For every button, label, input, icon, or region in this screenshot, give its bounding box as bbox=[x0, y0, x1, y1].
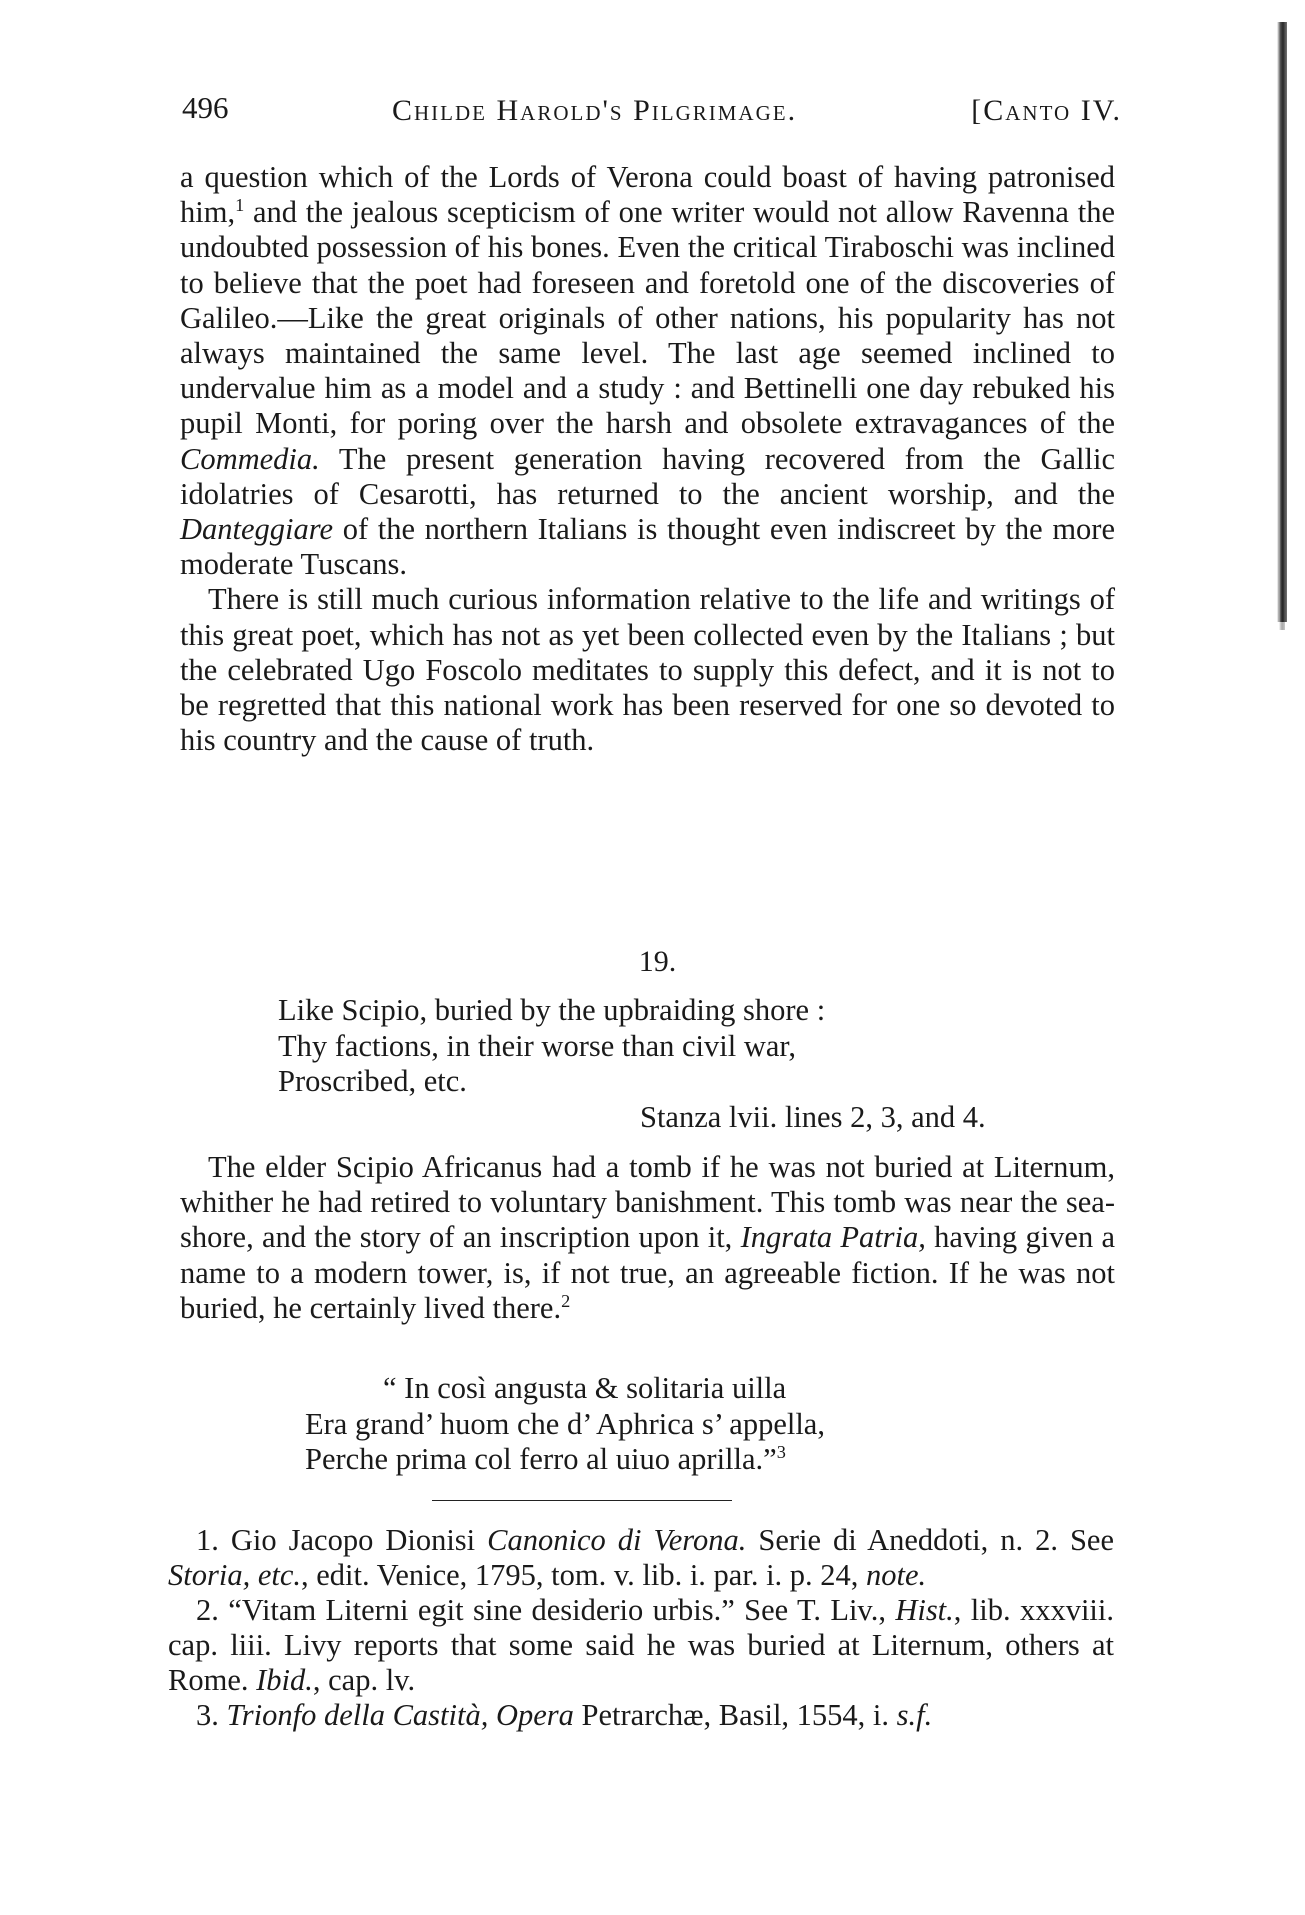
page-number: 496 bbox=[182, 90, 229, 125]
quote-line: “ In così angusta & solitaria uilla bbox=[383, 1371, 787, 1405]
petrarch-quotation bbox=[305, 1371, 825, 1478]
binding-edge-shadow-faint bbox=[1279, 300, 1285, 630]
note-number: 19. bbox=[638, 945, 677, 978]
italic-ingrata-patria: Ingrata Patria, bbox=[740, 1220, 926, 1255]
quote-line: Perche prima col ferro al uiuo aprilla.”$^3$ bbox=[305, 1441, 786, 1476]
quote-line: Era grand’ huom che d’ Aphrica s’ appella, bbox=[305, 1406, 825, 1441]
footnotes bbox=[168, 1523, 1114, 1733]
stanza-reference: Stanza lvii. lines 2, 3, and 4. bbox=[640, 1100, 986, 1134]
verse-quotation bbox=[278, 993, 825, 1100]
footnote-ref-1: 1 bbox=[235, 195, 245, 216]
canto-label: [Canto IV. bbox=[971, 94, 1122, 127]
footnote-ref-2: 2 bbox=[561, 1290, 571, 1311]
footnote-2: 2. “Vitam Literni egit sine desiderio urbis.” See T. Liv., Hist., lib. xxxviii. cap. liii. Livy reports that some said he was buried at Liternum, others at Rome. Ibid., cap. lv. bbox=[168, 1593, 1114, 1697]
verse-line: Thy factions, in their worse than civil war, bbox=[278, 1028, 796, 1063]
paragraph-foscolo: There is still much curious information relative to the life and writings of this great poet, which has not as yet been collected even by the Italians ; but the celebrated Ugo Foscolo meditates to supply this defect, and it is not to be regretted that this national work has been reserved for one so devoted to his country and the cause of truth. bbox=[180, 582, 1115, 758]
paragraph-dante-reputation: a question which of the Lords of Verona could boast of having patronised him,$^1$ and the jealous scepticism of one writer would not allow Ravenna the undoubted possession of his bones. Even the critical Tiraboschi was inclined to believe that the poet had foreseen and foretold one of the discoveries of Galileo.—Like the great originals of other nations, his popularity has not always maintained the same level. The last age seemed inclined to undervalue him as a model and a study : and Bettinelli one day rebuked his pupil Monti, for poring over the harsh and obsolete extravagances of the Commedia. The present generation having recovered from the Gallic idolatries of Cesarotti, has returned to the ancient worship, and the Danteggiare of the northern Italians is thought even indiscreet by the more moderate Tuscans. bbox=[180, 160, 1115, 582]
footnote-ref-3: 3 bbox=[776, 1441, 786, 1462]
verse-line: Like Scipio, buried by the upbraiding shore : bbox=[278, 993, 826, 1027]
italic-commedia: Commedia. bbox=[180, 441, 320, 476]
body-text-lower bbox=[180, 1150, 1115, 1326]
body-text-upper bbox=[180, 160, 1115, 758]
paragraph-scipio: The elder Scipio Africanus had a tomb if he was not buried at Liternum, whither he had retired to voluntary banishment. This tomb was near the sea-shore, and the story of an inscription upon it, Ingrata Patria, having given a name to a modern tower, is, if not true, an agreeable fiction. If he was not buried, he certainly lived there.$^2$ bbox=[180, 1150, 1115, 1325]
footnote-1: 1. Gio Jacopo Dionisi Canonico di Verona. Serie di Aneddoti, n. 2. See Storia, etc., edit. Venice, 1795, tom. v. lib. i. par. i. p. 24, note. bbox=[168, 1523, 1114, 1592]
running-title: Childe Harold's Pilgrimage. bbox=[392, 94, 798, 127]
italic-danteggiare: Danteggiare bbox=[180, 512, 334, 547]
footnote-divider bbox=[432, 1500, 732, 1501]
verse-line: Proscribed, etc. bbox=[278, 1064, 467, 1098]
running-head bbox=[182, 90, 1122, 130]
footnote-3: 3. Trionfo della Castità, Opera Petrarchæ, Basil, 1554, i. s.f. bbox=[196, 1698, 933, 1732]
